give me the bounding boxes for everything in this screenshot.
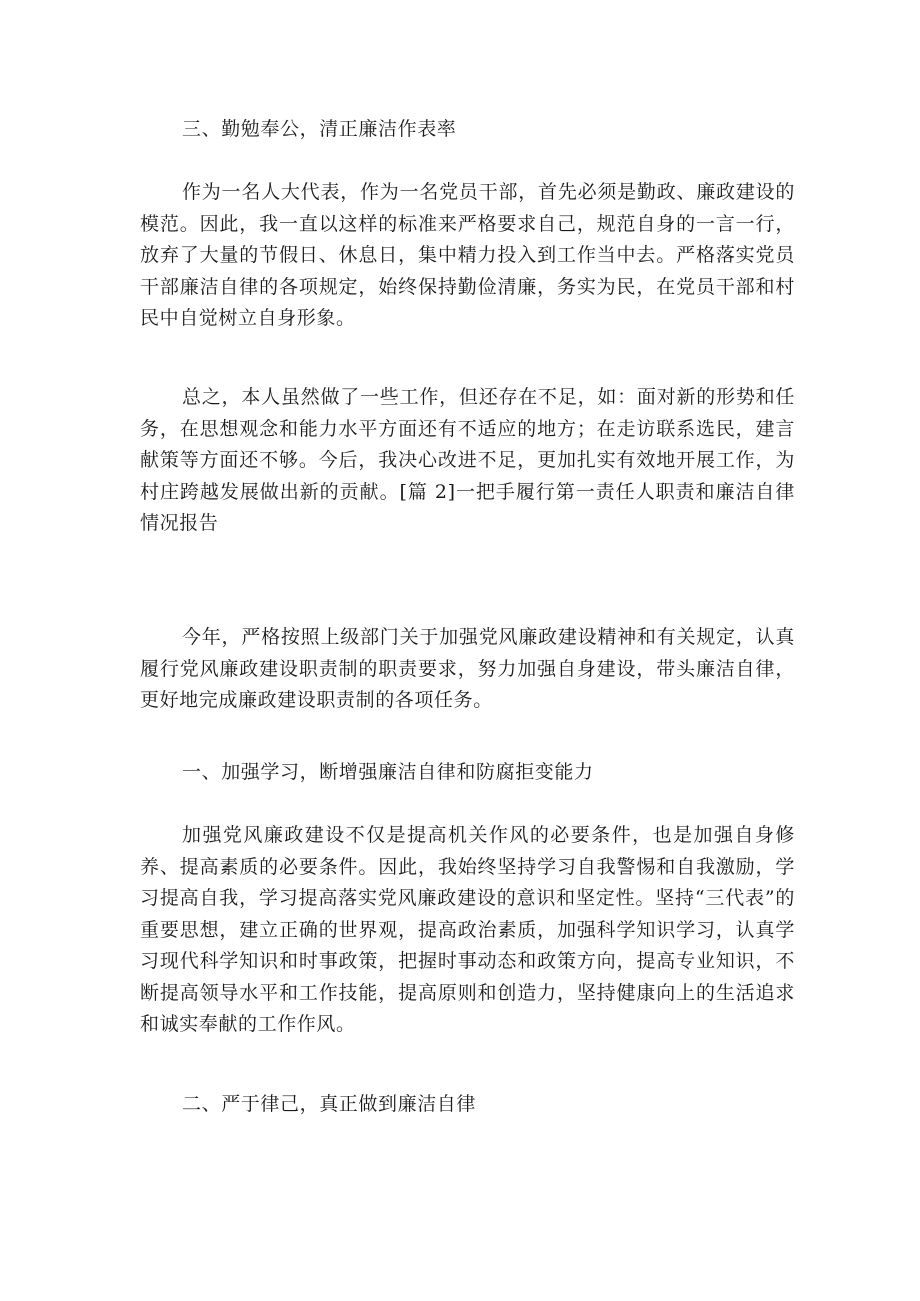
paragraph-summary: 总之，本人虽然做了一些工作，但还存在不足，如：面对新的形势和任务，在思想观念和能力水平方面还有不适应的地方；在走访联系选民，建言献策等方面还不够。今后，我决心改进不足，更加扎实有效地开展工作，为村庄跨越发展做出新的贡献。[篇 2]一把手履行第一责任人职责和廉洁自律情况报告	[140, 386, 795, 534]
paragraph-this-year: 今年，严格按照上级部门关于加强党风廉政建设精神和有关规定，认真履行党风廉政建设职责制的职责要求，努力加强自身建设，带头廉洁自律，更好地完成廉政建设职责制的各项任务。	[140, 626, 795, 711]
paragraph-study: 加强党风廉政建设不仅是提高机关作风的必要条件，也是加强自身修养、提高素质的必要条件。因此，我始终坚持学习自我警惕和自我激励，学习提高自我，学习提高落实党风廉政建设的意识和坚定性。坚持“三代表”的重要思想，建立正确的世界观，提高政治素质，加强科学知识学习，认真学习现代科学知识和时事政策，把握时事动态和政策方向，提高专业知识，不断提高领导水平和工作技能，提高原则和创造力，坚持健康向上的生活追求和诚实奉献的工作作风。	[140, 824, 795, 1035]
paragraph-diligence: 作为一名人大代表，作为一名党员干部，首先必须是勤政、廉政建设的模范。因此，我一直以这样的标准来严格要求自己，规范自身的一言一行，放弃了大量的节假日、休息日，集中精力投入到工作当中去。严格落实党员干部廉洁自律的各项规定，始终保持勤俭清廉，务实为民，在党员干部和村民中自觉树立自身形象。	[140, 181, 795, 329]
section-heading-two: 二、严于律己，真正做到廉洁自律	[182, 1093, 477, 1115]
section-heading-three: 三、勤勉奉公，清正廉洁作表率	[182, 118, 457, 140]
section-heading-one: 一、加强学习，断增强廉洁自律和防腐拒变能力	[182, 761, 594, 783]
